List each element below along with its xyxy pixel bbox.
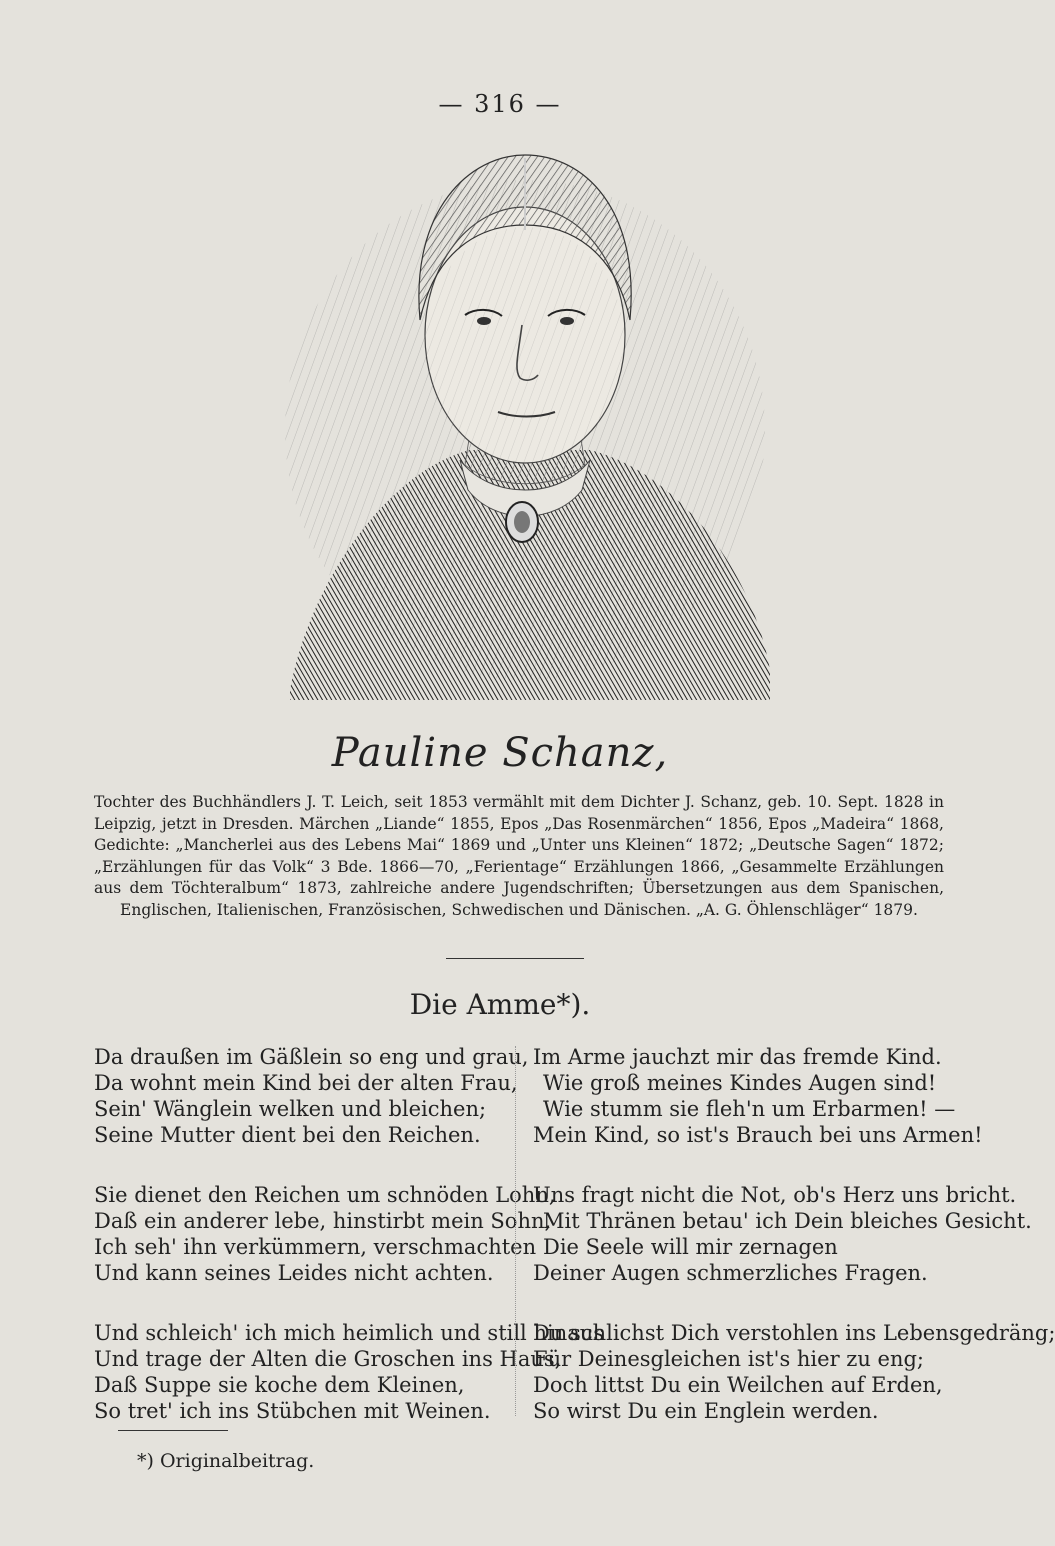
- verse-line: Und kann seines Leides nicht achten.: [94, 1261, 494, 1285]
- section-divider: [446, 958, 584, 959]
- verse-line: Uns fragt nicht die Not, ob's Herz uns bricht.: [533, 1183, 1017, 1207]
- verse-line: Doch littst Du ein Weilchen auf Erden,: [533, 1373, 943, 1397]
- stanza: [94, 1044, 529, 1148]
- portrait-caption: Pauline Schanz,: [331, 730, 669, 776]
- verse-line: Daß Suppe sie koche dem Kleinen,: [94, 1373, 465, 1397]
- footnote-rule: [118, 1430, 228, 1431]
- verse-line: So tret' ich ins Stübchen mit Weinen.: [94, 1399, 491, 1423]
- stanza: [94, 1320, 605, 1424]
- verse-line: Ich seh' ihn verkümmern, verschmachten: [94, 1235, 537, 1259]
- portrait-engraving: [270, 130, 780, 700]
- biography-text: Tochter des Buchhändlers J. T. Leich, seit 1853 vermählt mit dem Dichter J. Schanz, geb. 10. Sept. 1828 in Leipzig, jetzt in Dresden. Märchen „Liande“ 1855, Epos „Das Rosenmärchen“ 1856, Epos „Madeira“ 1868, Gedichte: „Mancherlei aus des Lebens Mai“ 1869 und „Unter uns Kleinen“ 1872; „Deutsche Sagen“ 1872; „Erzählungen für das Volk“ 3 Bde. 1866—70, „Ferientage“ Erzählungen 1866, „Gesammelte Erzählungen aus dem Töchteralbum“ 1873, zahlreiche andere Jugendschriften; Übersetzungen aus dem Spanischen, Englischen, Italienischen, Französischen, Schwedischen und Dänischen. „A. G. Öhlenschläger“ 1879.: [94, 793, 944, 919]
- verse-line: Die Seele will mir zernagen: [543, 1235, 838, 1259]
- column-divider: [515, 1046, 516, 1416]
- verse-line: Für Deinesgleichen ist's hier zu eng;: [533, 1347, 925, 1371]
- verse-line: Daß ein anderer lebe, hinstirbt mein Sohn,: [94, 1209, 552, 1233]
- verse-line: Sein' Wänglein welken und bleichen;: [94, 1097, 487, 1121]
- biography-paragraph: [94, 792, 944, 921]
- verse-line: Wie stumm sie fleh'n um Erbarmen! —: [543, 1097, 956, 1121]
- stanza: [533, 1044, 983, 1148]
- poem-right-column: [533, 1044, 1055, 1458]
- verse-line: Deiner Augen schmerzliches Fragen.: [533, 1261, 928, 1285]
- verse-line: Und trage der Alten die Groschen ins Haus,: [94, 1347, 562, 1371]
- verse-line: Mit Thränen betau' ich Dein bleiches Gesicht.: [543, 1209, 1032, 1233]
- stanza: [533, 1320, 1055, 1424]
- verse-line: So wirst Du ein Englein werden.: [533, 1399, 879, 1423]
- page-number: — 316 —: [438, 90, 562, 118]
- verse-line: Da draußen im Gäßlein so eng und grau,: [94, 1045, 529, 1069]
- verse-line: Mein Kind, so ist's Brauch bei uns Armen!: [533, 1123, 983, 1147]
- verse-line: Da wohnt mein Kind bei der alten Frau,: [94, 1071, 518, 1095]
- poem-left-column: [94, 1044, 605, 1458]
- verse-line: Sie dienet den Reichen um schnöden Lohn,: [94, 1183, 556, 1207]
- verse-line: Seine Mutter dient bei den Reichen.: [94, 1123, 481, 1147]
- stanza: [533, 1182, 1032, 1286]
- verse-line: Du schlichst Dich verstohlen ins Lebensgedräng;: [533, 1321, 1055, 1345]
- verse-line: Im Arme jauchzt mir das fremde Kind.: [533, 1045, 942, 1069]
- verse-line: Wie groß meines Kindes Augen sind!: [543, 1071, 937, 1095]
- footnote: *) Originalbeitrag.: [137, 1450, 315, 1472]
- stanza: [94, 1182, 556, 1286]
- verse-line: Und schleich' ich mich heimlich und still hinaus: [94, 1321, 605, 1345]
- poem-title: Die Amme*).: [409, 988, 591, 1021]
